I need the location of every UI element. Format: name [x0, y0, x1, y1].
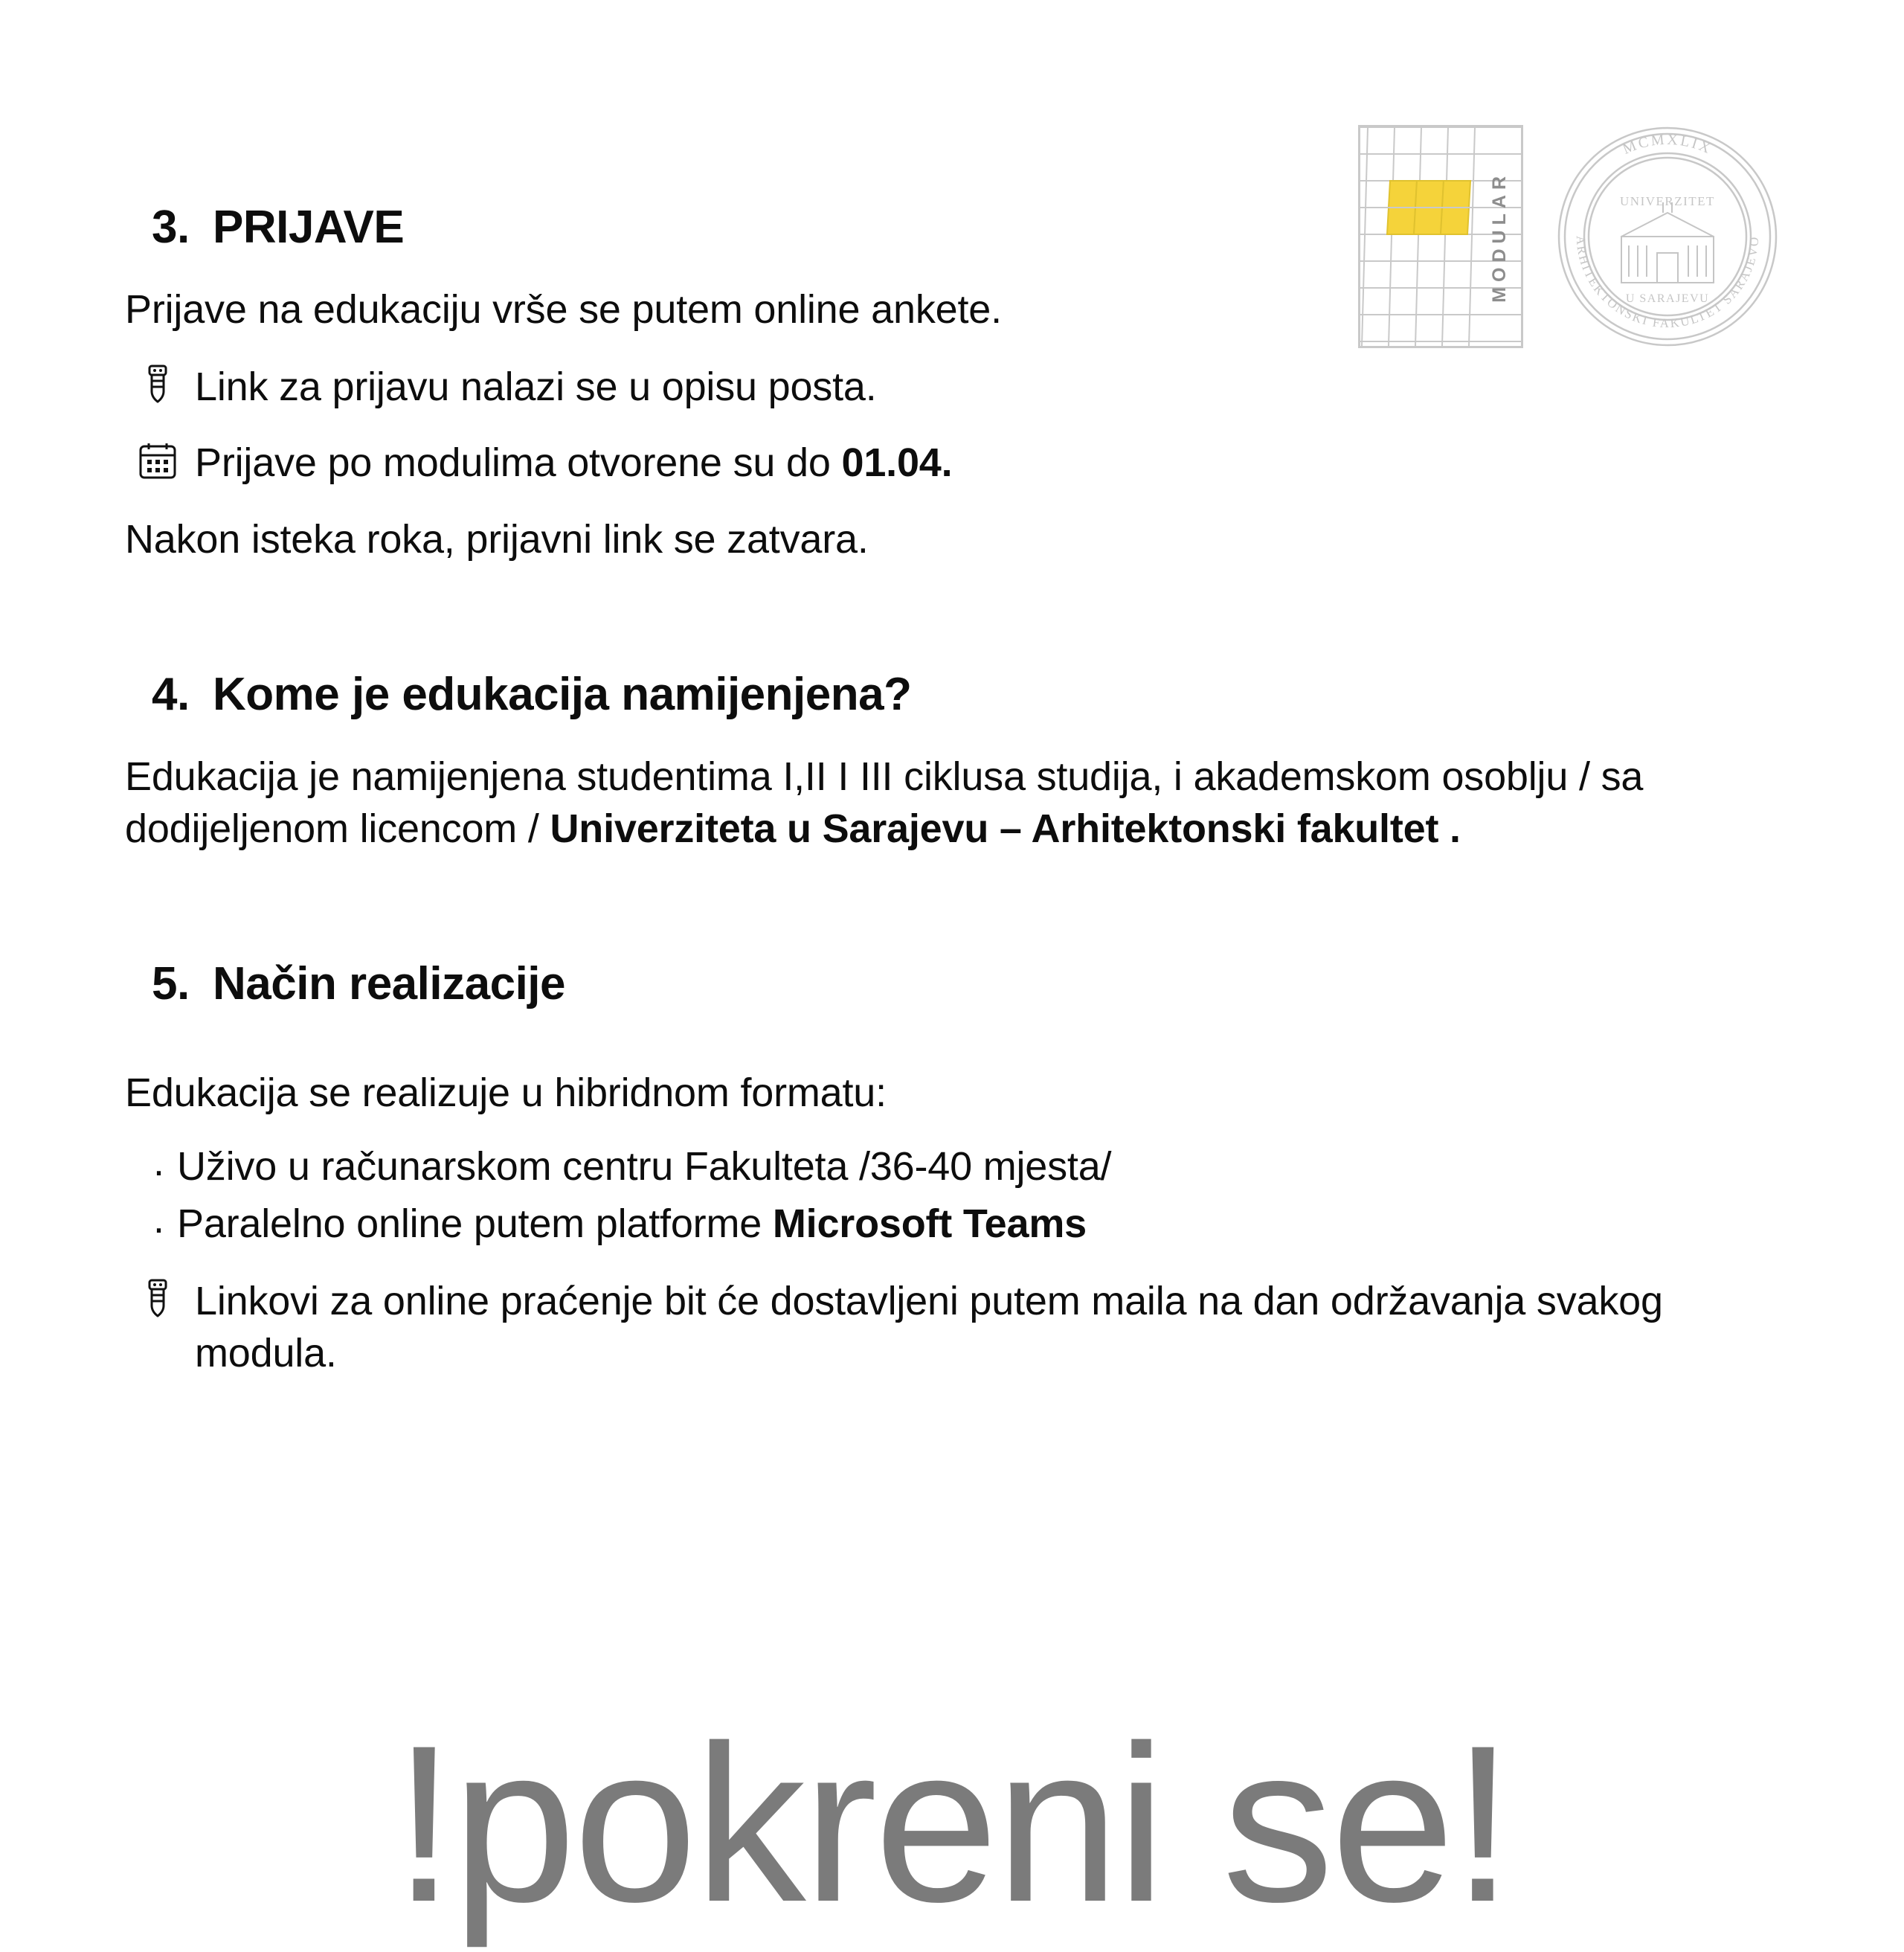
- document-content: [125, 201, 1784, 1403]
- bullet-1-text: Uživo u računarskom centru Fakulteta /36-40 mjesta/: [177, 1144, 1112, 1190]
- section-5-heading: [125, 957, 1784, 1010]
- section-3-line-2: [125, 437, 1784, 489]
- section-5-note-text: Linkovi za online praćenje bit će dostavljeni putem maila na dan održavanja svakog modula.: [195, 1278, 1663, 1375]
- section-3-line-2-text: [195, 437, 952, 489]
- section-3-line-1-text: Link za prijavu nalazi se u opisu posta.: [195, 365, 877, 410]
- bullet-2-bold: Microsoft Teams: [772, 1201, 1087, 1246]
- section-3-deadline: 01.04.: [841, 440, 953, 486]
- section-4-paragraph-bold: Univerziteta u Sarajevu – Arhitektonski fakultet .: [550, 806, 1461, 851]
- section-4-title: Kome je edukacija namijenjena?: [213, 668, 912, 720]
- bullet-2-text: Paralelno online putem platforme: [177, 1201, 773, 1246]
- calendar-icon: [137, 437, 178, 484]
- section-4-paragraph-text: Edukacija je namijenjena studentima I,II I III ciklusa studija, i akademskom osoblju / sa dodijeljenom licencom /: [125, 754, 1644, 851]
- section-5-number: 5.: [152, 958, 190, 1010]
- section-4-number: 4.: [152, 668, 190, 720]
- modular-logo-word-text: MODULAR: [1488, 170, 1510, 303]
- section-4-paragraph: [125, 751, 1784, 855]
- section-3-line-1: [125, 361, 1784, 413]
- svg-text:UNIVERZITET: UNIVERZITET: [1620, 194, 1715, 208]
- section-3-outro: Nakon isteka roka, prijavni link se zatvara.: [125, 516, 869, 562]
- section-5-note: [125, 1275, 1784, 1379]
- svg-text:U SARAJEVU: U SARAJEVU: [1625, 292, 1710, 305]
- section-4-heading: [125, 668, 1784, 721]
- section-3-number: 3.: [152, 202, 190, 253]
- section-3-heading: [125, 201, 1784, 254]
- section-3-title: PRIJAVE: [213, 202, 405, 253]
- section-3-line-2-prefix: Prijave po modulima otvorene su do: [195, 440, 842, 486]
- pushpin-icon: [137, 1275, 178, 1323]
- section-5-title: Način realizacije: [213, 958, 565, 1010]
- section-5-intro: Edukacija se realizuje u hibridnom formatu:: [125, 1070, 887, 1116]
- list-item: [125, 1138, 1784, 1195]
- svg-text:MCMXLIX: MCMXLIX: [1620, 131, 1715, 158]
- pushpin-icon: [137, 361, 178, 408]
- list-item: [125, 1195, 1784, 1253]
- svg-text:ARHITEKTONSKI FAKULTET SARAJEV: ARHITEKTONSKI FAKULTET SARAJEVO: [1573, 235, 1762, 331]
- footer-watermark: !pokreni se!: [393, 1698, 1511, 1948]
- section-5-bullet-list: [125, 1138, 1784, 1252]
- section-3-intro: Prijave na edukaciju vrše se putem online ankete.: [125, 287, 1002, 332]
